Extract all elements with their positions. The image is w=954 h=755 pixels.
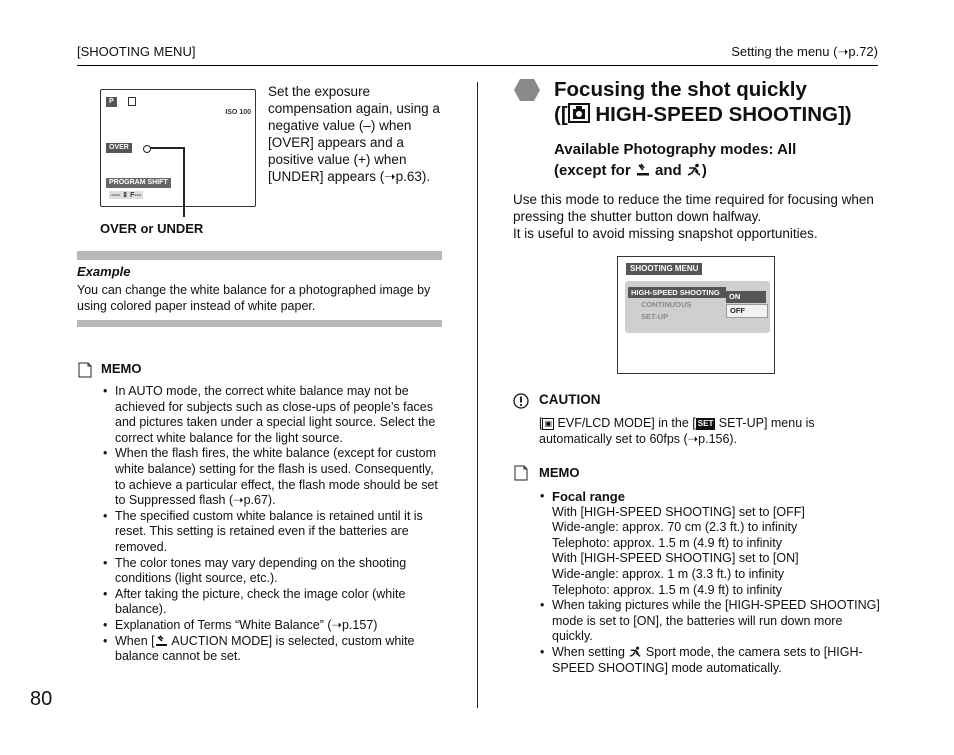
intro-line: It is useful to avoid missing snapshot opportunities. (513, 226, 818, 241)
header-rule (77, 65, 878, 66)
memo-text: When [ (115, 633, 155, 648)
focal-line: With [HIGH-SPEED SHOOTING] set to [OFF] (552, 504, 805, 519)
callout-line (183, 147, 185, 217)
example-title: Example (77, 264, 131, 279)
memo-label: MEMO (539, 465, 580, 480)
focal-line: With [HIGH-SPEED SHOOTING] set to [ON] (552, 551, 799, 566)
caution-fragment: EVF/LCD MODE] in the [ (554, 416, 696, 430)
sport-mode-icon (628, 646, 642, 658)
intro-line: Use this mode to reduce the time required for focusing when pressing the shutter button down halfway. (513, 192, 874, 224)
high-speed-shooting-icon (568, 103, 590, 123)
memo-item: • In AUTO mode, the correct white balance may not be achieved for subjects such as close-ups of people’s faces and pictures taken under a special light source. Select the correct white balance for the light source. (101, 384, 446, 446)
menu-option-on: ON (726, 291, 766, 303)
memo-item (101, 634, 446, 665)
sport-mode-icon (686, 163, 702, 177)
memo-icon (514, 465, 528, 481)
callout-label: OVER or UNDER (100, 221, 204, 236)
caution-text (539, 415, 869, 447)
example-bottom-bar (77, 320, 442, 327)
title-line (554, 102, 852, 127)
menu-row-setup: SET-UP (641, 312, 669, 321)
available-line (554, 160, 796, 181)
mode-indicator: P (106, 97, 117, 107)
menu-row-high-speed: HIGH-SPEED SHOOTING (628, 287, 726, 298)
exposure-instruction: Set the exposure compensation again, using a negative value (–) when [OVER] appears and a positive value (+) when [UNDER] appears (➝p.63). (268, 84, 440, 184)
available-text: (except for (554, 162, 631, 179)
menu-panel (625, 281, 770, 333)
memo-item: • When the flash fires, the white balance (except for custom white balance) setting for the flash is used. Consequently, to achieve a particular effect, the flash mode should be set to Suppressed flash (➝p.67). (101, 446, 446, 508)
memo-list (101, 384, 446, 665)
memo-text: Sport mode, the camera sets to [HIGH-SPEED SHOOTING] mode automatically. (552, 644, 863, 675)
available-text: and (655, 162, 682, 179)
column-divider (477, 82, 478, 708)
memo-item: • The color tones may vary depending on the shooting conditions (light source, etc.). (101, 556, 446, 587)
memo-item-focal-range (538, 489, 880, 598)
page-number: 80 (30, 688, 53, 710)
memo-item: • After taking the picture, check the image color (white balance). (101, 587, 446, 618)
memo-text: AUCTION MODE] is selected, custom white balance cannot be set. (115, 633, 415, 664)
program-shift-indicator: PROGRAM SHIFT (106, 178, 171, 188)
available-modes (554, 139, 796, 181)
menu-screen-header: SHOOTING MENU (626, 263, 702, 275)
over-indicator: OVER (106, 143, 132, 153)
memo-text: When setting (552, 644, 625, 659)
auction-mode-icon (635, 163, 651, 177)
caution-icon (513, 393, 529, 409)
setup-icon: SET (697, 419, 714, 428)
section-hexagon-icon (513, 78, 541, 102)
exposure-readout: ---- ⇕ F--- (111, 192, 142, 199)
focal-line: Telephoto: approx. 1.5 m (4.9 ft) to infinity (552, 535, 782, 550)
caution-fragment: [ (539, 416, 543, 430)
section-header: [SHOOTING MENU] (77, 44, 196, 59)
memo-item: • The specified custom white balance is retained until it is reset. This setting is retained even if the batteries are removed. (101, 509, 446, 556)
available-text: ) (701, 162, 707, 179)
memo-label: MEMO (101, 361, 142, 376)
memo-item: • Explanation of Terms “White Balance” (➝p.157) (101, 618, 446, 634)
menu-option-off: OFF (726, 304, 768, 318)
title-text: HIGH-SPEED SHOOTING]) (589, 103, 852, 126)
example-text: You can change the white balance for a photographed image by using colored paper instead of white paper. (77, 283, 431, 313)
memo-list (538, 489, 880, 676)
menu-row-continuous: CONTINUOUS (641, 300, 692, 309)
caution-label: CAUTION (539, 392, 601, 407)
iso-indicator: ISO 100 (225, 109, 251, 116)
memo-item (538, 645, 880, 676)
record-mode-icon (128, 97, 136, 106)
callout-dot (143, 145, 151, 153)
page-title (554, 77, 852, 127)
memo-icon (78, 362, 92, 378)
title-line: Focusing the shot quickly (554, 78, 807, 101)
available-line: Available Photography modes: All (554, 141, 797, 158)
focal-line: Wide-angle: approx. 1 m (3.3 ft.) to infinity (552, 566, 785, 581)
focal-line: Telephoto: approx. 1.5 m (4.9 ft) to infinity (552, 582, 782, 597)
memo-item: • When taking pictures while the [HIGH-SPEED SHOOTING] mode is set to [ON], the batteries will run down more quickly. (538, 598, 880, 645)
callout-line (146, 147, 184, 149)
menu-reference: Setting the menu (➝p.72) (731, 44, 878, 59)
example-top-bar (77, 251, 442, 260)
intro-text (513, 191, 883, 242)
title-text: ([ (554, 103, 568, 126)
menu-screen-illustration (617, 256, 775, 374)
auction-mode-icon (155, 635, 169, 647)
focal-line: Wide-angle: approx. 70 cm (2.3 ft.) to infinity (552, 520, 798, 535)
focal-range-title: • Focal range (552, 489, 625, 504)
evf-lcd-icon: ▣ (544, 419, 553, 428)
caution-fragment: SET-UP] menu is automatically set to 60fps (➝p.156). (539, 416, 815, 446)
